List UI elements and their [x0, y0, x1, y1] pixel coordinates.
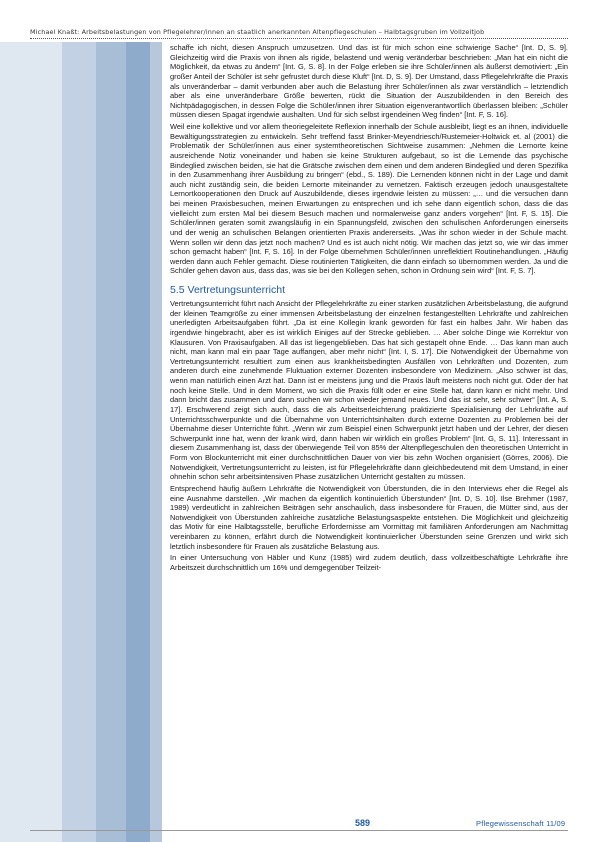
page-number: 589 — [355, 818, 371, 828]
main-column — [170, 43, 568, 573]
paragraph: Entsprechend häufig äußern Lehrkräfte die Notwendigkeit von Überstunden, die in den Interviews eher die Regel als eine Ausnahme darstellen. „Wir machen da eigentlich kontinuierlich Überstunden“ [Int. D, S. 10]. Ilse Brehmer (1987, 1989) verdeutlicht in zahlreichen Beiträgen sehr anschaulich, dass insbesondere für Frauen, die Mütter sind, aus der Notwendigkeit von Überstunden zahlreiche zusätzliche Belastungsaspekte entstehen. Die Möglichkeit und gleichzeitig das Motiv für eine Halbtagsstelle, berufliche Erfordernisse am Vormittag mit familiären Anforderungen am Nachmittag vereinbaren zu können, erfährt durch die Notwendigkeit kontinuierlicher Überstunden seine Grenzen und wirkt sich letztlich insbesondere für Frauen als zusätzliche Belastung aus. — [170, 483, 568, 551]
paragraph: Vertretungsunterricht führt nach Ansicht der Pflegelehrkräfte zu einer starken zusätzlichen Arbeitsbelastung, die aufgrund der kleinen Teamgröße zu einer immensen Arbeitsbelastung der einzelnen festangestellten Lehrkräfte und zahlreichen unerledigten Arbeitsaufgaben führt. „Da ist eine Kollegin krank geworden für fast ein halbes Jahr. Wir haben das irgendwie hingebracht, aber es ist wirklich Einiges auf der Strecke geblieben. … Aber solche Dinge wie Korrektur von Klausuren. Von Praxisaufgaben. All das ist liegengeblieben. Das hat sich gestapelt ohne Ende. … Das kann man auch nicht, man kann mal ein paar Tage auffangen, aber mehr nicht“ [Int. I, S. 17]. Die Notwendigkeit der Übernahme von Vertretungsunterricht resultiert zum einen aus krankheitsbedingten Ausfällen von Lehrkräften und Dozenten, zum anderen durch eine zunehmende Fluktuation externer Dozenten insbesondere von Medizinern. „Also schwer ist das, wenn man natürlich einen Arzt hat. Dann ist er meistens jung und die Praxis läuft meistens noch nicht gut. Oder der hat noch keine Stelle. Und in dem Moment, wo sich die Praxis füllt oder er eine Stelle hat, dann kann er nicht mehr. Und dann bricht das zusammen und dann suchen wir schon wieder jemand neues. Und das ist sehr, sehr schwer“ [Int. A, S. 17]. Erschwerend zeigt sich auch, dass die als Arbeitserleichterung praktizierte Spezialisierung der Lehrkräfte auf Unterrichtsschwerpunkte und die Übernahme von Unterrichtsinhalten durch externe Dozenten zu Problemen bei der Übernahme dieser Unterrichte führt. „Wenn wir zum Beispiel einen Schwerpunkt jetzt haben und der Lehrer, der diesen Schwerpunkt inne hat, wenn der krank wird, dann haben wir wirklich ein großes Problem“ [Int. G, S. 11]. Interessant in diesem Zusammenhang ist, dass der überwiegende Teil von 85% der Altenpflegeschulen den theoretischen Unterricht in Form von Blockunterricht mit einer durchschnittlichen Dauer von vier bis zehn Wochen organisiert (Görres, 2006). Die Notwendigkeit, Vertretungsunterricht zu leisten, ist für Pflegelehrkräfte dann gleichbedeutend mit dem Umstand, in einer ohnehin schon sehr arbeitsintensiven Phase zusätzlichen Unterricht gestalten zu müssen. — [170, 299, 568, 482]
journal-name: Pflegewissenschaft 11/09 — [476, 819, 566, 828]
decorative-band-1 — [0, 42, 62, 842]
decorative-band-5 — [150, 42, 162, 842]
decorative-band-3 — [96, 42, 126, 842]
decorative-band-2 — [62, 42, 96, 842]
paragraph: schaffe ich nicht, diesen Anspruch umzusetzen. Und das ist für mich schon eine schwierige Sache“ [Int. D, S. 9]. Gleichzeitig wird die Praxis von ihnen als rigide, belastend und wenig veränderbar beschrieben: „Man hat ein nicht die Möglichkeit, da etwas zu ändern“ [Int. G, S. 8]. In der Folge erleben sie ihre Schüler/innen als äußerst demotiviert: „Ein großer Anteil der Schüler ist sehr gefrustet durch diese Kluft“ [Int. D, S. 9]. Der Umstand, dass Pflegelehrkräfte die Praxis als unveränderbar – damit verbunden aber auch die Belastung ihrer Schüler/innen als zwar verständlich – letztendlich aber als eine unveränderbare Größe bewerten, rückt die Situation der Auszubildenden in den Bereich des Nichtpädagogischen, in dessen Folge die Schüler/innen ihrer Situation eigenverantwortlich überlassen bleiben: „Schüler müssen diesen Spagat irgendwie aushalten. Und für sich selbst irgendeinen Weg finden“ [Int. F, S. 16]. — [170, 43, 568, 120]
decorative-band-4 — [126, 42, 150, 842]
running-header: Michael Knaßt: Arbeitsbelastungen von Pflegelehrer/innen an staatlich anerkannten Altenpflegeschulen – Halbtagsgruben im Vollzeitjob — [30, 28, 485, 36]
paragraph: In einer Untersuchung von Häbler und Kunz (1985) wird zudem deutlich, dass vollzeitbeschäftigte Lehrkräfte ihre Arbeitszeit durchschnittlich um 16% und demgegenüber Teilzeit- — [170, 553, 568, 572]
header-rule — [30, 38, 568, 39]
footer-rule — [30, 830, 568, 831]
paragraph: Weil eine kollektive und vor allem theoriegeleitete Reflexion innerhalb der Schule ausbleibt, liegt es an ihnen, individuelle Bewältigungsstrategien zu entwickeln. Sehr treffend fasst Brinker-Meyendriesch/Rustemeier-Holtwick et. al (2001) die Problematik der Schüler/innen aus einer systemtheoretischen Sichtweise zusammen: „Nehmen die Lernorte keine ausreichende Notiz voneinander und haben sie keine Strukturen aufgebaut, so ist die Lernende das psychische Bindeglied zwischen beiden, sie hat die Grätsche zwischen dem einen und dem anderen Bindeglied und deren Spezifika in den Zusammenhang ihrer Ausbildung zu bringen“ (ebd., S. 189). Die Lernenden können nicht in der Lage und damit auch nicht zuständig sein, die beiden Lernorte miteinander zu vernetzen. Faktisch erzeugen jedoch unausgestaltete Lernortkooperationen den Druck auf Auszubildende, dieses irgendwie leisten zu müssen: „… und die versuchen dann bei meinen Praxisbesuchen, meinen Erwartungen zu entsprechen und ich sehe dann eigentlich schon, dass die das vielleicht zum ersten Mal bei diesem Besuch machen und normalerweise ganz anders vorgehen“ [Int. F, S. 15]. Die Schüler/innen geraten somit zwangsläufig in ein Spannungsfeld, zwischen den schulischen Anforderungen einerseits und der wenig an schulischen Belangen orientierten Praxis andererseits. „Was ihr schon wieder in der Schule macht. Wenn sollen wir denn das jetzt noch machen? Und es ist auch nicht nötig. Wir machen das jetzt so, wie wir das immer schon gemacht haben“ [Int. F, S. 16]. In der Folge übernehmen Schüler/innen unreflektiert Routinehandlungen. „Häufig werden dann auch Fehler gemacht. Diese routinierten Tätigkeiten, die dann einfach so übernommen werden. Ja und die Schüler gehen davon aus, dass das, was sie bei den Kollegen sehen, schon in Ordnung sein wird“ [Int. F, S. 7]. — [170, 122, 568, 276]
section-heading: 5.5 Vertretungsunterricht — [170, 284, 285, 296]
